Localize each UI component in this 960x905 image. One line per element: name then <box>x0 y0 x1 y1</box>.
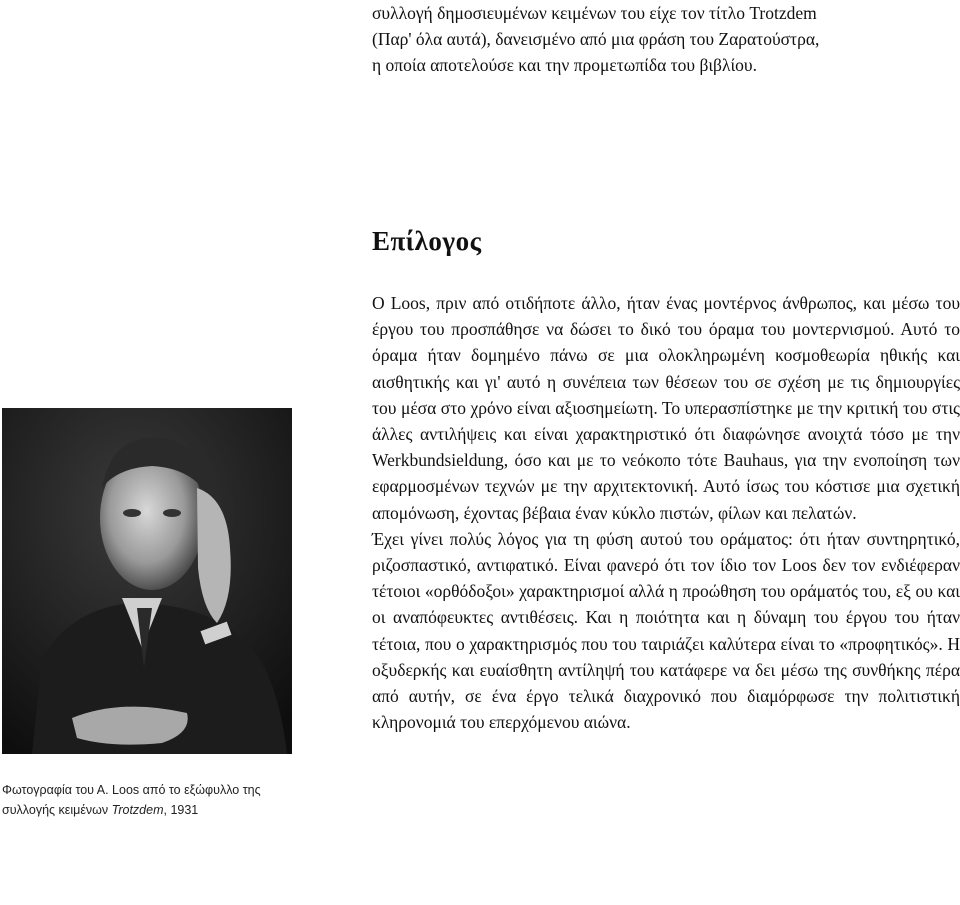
photo-caption <box>2 780 302 820</box>
paragraph: Ο Loos, πριν από οτιδήποτε άλλο, ήταν ένας μοντέρνος άνθρωπος, και μέσω του έργου του προσπάθησε να δώσει το δικό του όραμα του μοντερνισμού. Αυτό το όραμα ήταν δομημένο πάνω σε μια ολοκληρωμένη κοσμοθεωρία ηθικής και αισθητικής και γι' αυτό η συνέπεια των θέσεων του σε σχέση με τις δημιουργίες του μέσα στο χρόνο είναι αξιοσημείωτη. Το υπερασπίστηκε με την κριτική του στις άλλες αντιλήψεις και είναι χαρακτηριστικό ότι διαφώνησε ανοιχτά τόσο με την Werkbundsieldung, όσο και με το νεόκοπο τότε Bauhaus, για την ενοποίηση των εφαρμοσμένων τεχνών με την αρχιτεκτονική. Αυτό ίσως του κόστισε μια σχετική απομόνωση, έχοντας βέβαια έναν κύκλο πιστών, φίλων και πελατών. <box>372 293 960 523</box>
caption-line: Φωτογραφία του Α. Loos από το εξώφυλλο της <box>2 783 261 797</box>
paragraph: Έχει γίνει πολύς λόγος για τη φύση αυτού του οράματος: ότι ήταν συντηρητικό, ριζοσπαστικό, αντιφατικό. Είναι φανερό ότι τον ίδιο τον Loos δεν τον ενδιέφεραν τέτοιοι «ορθόδοξοι» χαρακτηρισμοί αλλά η προώθηση του οράματός του, εξ ου και οι αναπόφευκτες αντιθέσεις. Και η ποιότητα και η δύναμη του έργου του ήταν τέτοια, που ο χαρακτηρισμός που του ταιριάζει καλύτερα είναι το «προφητικός». Η οξυδερκής και ευαίσθητη αντίληψή του κατάφερε να δει μέσω της συνθήκης πέρα από αυτήν, σε ένα έργο τελικά διαχρονικό που διαμόρφωσε την πολιτιστική κληρονομιά του επερχόμενου αιώνα. <box>372 528 960 733</box>
epilogue-body <box>372 290 960 735</box>
caption-line <box>2 800 302 820</box>
intro-line: (Παρ' όλα αυτά), δανεισμένο από μια φράση του Ζαρατούστρα, <box>372 29 820 49</box>
intro-text <box>372 0 960 78</box>
caption-year: , 1931 <box>163 803 199 817</box>
intro-line: η οποία αποτελούσε και την προμετωπίδα του βιβλίου. <box>372 55 757 75</box>
portrait-photo <box>2 408 292 754</box>
section-heading: Επίλογος <box>372 226 482 256</box>
portrait-image <box>2 408 292 754</box>
caption-text: συλλογής κειμένων <box>2 803 112 817</box>
intro-line: συλλογή δημοσιευμένων κειμένων του είχε τον τίτλο Trotzdem <box>372 3 817 23</box>
caption-book-title: Trotzdem <box>111 803 164 817</box>
